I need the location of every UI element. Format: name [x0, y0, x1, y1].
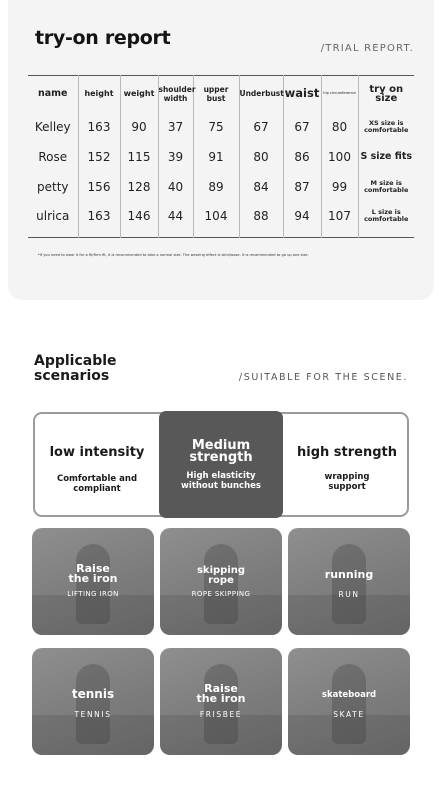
activity-title: Raise the iron	[196, 682, 246, 705]
intensity-high	[285, 414, 409, 515]
cell-weight: 90	[120, 112, 158, 142]
cell-underbust: 80	[239, 142, 283, 172]
cell-height: 163	[78, 112, 120, 142]
scenarios-subtitle: /SUITABLE FOR THE SCENE.	[238, 372, 408, 383]
cell-shoulder: 39	[158, 142, 193, 172]
cell-upper-bust: 75	[193, 112, 239, 142]
activity-subtitle: FRISBEE	[199, 710, 243, 719]
cell-hip: 107	[321, 202, 358, 238]
cell-try-on-size: M size is comfortable	[358, 172, 414, 202]
header-underbust: Underbust	[239, 76, 283, 112]
cell-name: ulrica	[36, 209, 70, 224]
intensity-desc: Comfortable and compliant	[56, 474, 138, 494]
cell-hip: 80	[321, 112, 358, 142]
report-title: try-on report	[35, 27, 171, 49]
cell-waist: 94	[283, 202, 321, 238]
activity-tile-frisbee	[160, 648, 282, 755]
cell-height: 156	[78, 172, 120, 202]
activity-subtitle: ROPE SKIPPING	[191, 590, 251, 598]
cell-weight: 128	[120, 172, 158, 202]
intensity-desc: High elasticity without bunches	[181, 471, 261, 491]
table-row	[28, 112, 414, 142]
activity-subtitle: TENNIS	[74, 710, 112, 719]
cell-try-on-size: L size is comfortable	[358, 202, 414, 238]
cell-height: 163	[78, 202, 120, 238]
cell-upper-bust: 89	[193, 172, 239, 202]
header-height: height	[78, 76, 120, 112]
size-table	[28, 75, 414, 238]
table-row	[28, 202, 414, 238]
cell-name: Kelley	[34, 119, 71, 134]
cell-try-on-size: S size fits	[358, 142, 414, 172]
cell-try-on-size: XS size is comfortable	[358, 112, 414, 142]
activity-tile-lifting-iron	[32, 528, 154, 635]
cell-name: Rose	[38, 149, 68, 164]
header-name: name	[37, 88, 68, 100]
table-header-row	[28, 76, 414, 112]
intensity-desc: wrapping support	[324, 472, 370, 492]
activity-tile-running	[288, 528, 410, 635]
cell-weight: 115	[120, 142, 158, 172]
cell-height: 152	[78, 142, 120, 172]
activity-title: running	[324, 568, 374, 581]
cell-waist: 87	[283, 172, 321, 202]
cell-shoulder: 37	[158, 112, 193, 142]
cell-underbust: 67	[239, 112, 283, 142]
activity-title: skipping rope	[196, 565, 246, 586]
header-weight: weight	[120, 76, 158, 112]
intensity-title: Medium strength	[189, 438, 253, 465]
intensity-title: low intensity	[49, 445, 145, 460]
intensity-medium	[159, 411, 283, 518]
activity-title: skateboard	[321, 690, 377, 700]
report-subtitle: /TRIAL REPORT.	[320, 43, 414, 54]
cell-underbust: 88	[239, 202, 283, 238]
report-footnote: *If you need to wear it for a fit/firm fit, it is recommended to take a normal size. The wearing effect is slim/loose. It is recommended to go up one size.	[38, 253, 309, 257]
activity-tile-skate	[288, 648, 410, 755]
cell-name: petty	[36, 179, 69, 194]
header-upper-bust: upper bust	[193, 76, 239, 112]
header-hip: hip circumference	[321, 76, 358, 112]
activity-subtitle: RUN	[338, 590, 360, 599]
cell-waist: 86	[283, 142, 321, 172]
activity-title: tennis	[71, 687, 115, 701]
header-waist: waist	[283, 76, 321, 112]
cell-hip: 99	[321, 172, 358, 202]
intensity-panel	[33, 412, 409, 517]
header-try-on-size: try on size	[358, 76, 414, 112]
intensity-low	[35, 414, 159, 515]
activity-title: Raise the iron	[68, 562, 118, 585]
activity-subtitle: SKATE	[333, 710, 365, 719]
intensity-title: high strength	[296, 445, 397, 460]
header-shoulder: shoulder width	[158, 76, 193, 112]
activity-tile-tennis	[32, 648, 154, 755]
cell-weight: 146	[120, 202, 158, 238]
table-row	[28, 172, 414, 202]
scenarios-title: Applicable scenarios	[34, 353, 117, 384]
cell-shoulder: 44	[158, 202, 193, 238]
try-on-report-card	[8, 0, 434, 300]
cell-waist: 67	[283, 112, 321, 142]
cell-underbust: 84	[239, 172, 283, 202]
table-row	[28, 142, 414, 172]
activity-subtitle: LIFTING IRON	[67, 590, 119, 598]
cell-hip: 100	[321, 142, 358, 172]
cell-shoulder: 40	[158, 172, 193, 202]
cell-upper-bust: 104	[193, 202, 239, 238]
cell-upper-bust: 91	[193, 142, 239, 172]
activity-tile-rope-skipping	[160, 528, 282, 635]
